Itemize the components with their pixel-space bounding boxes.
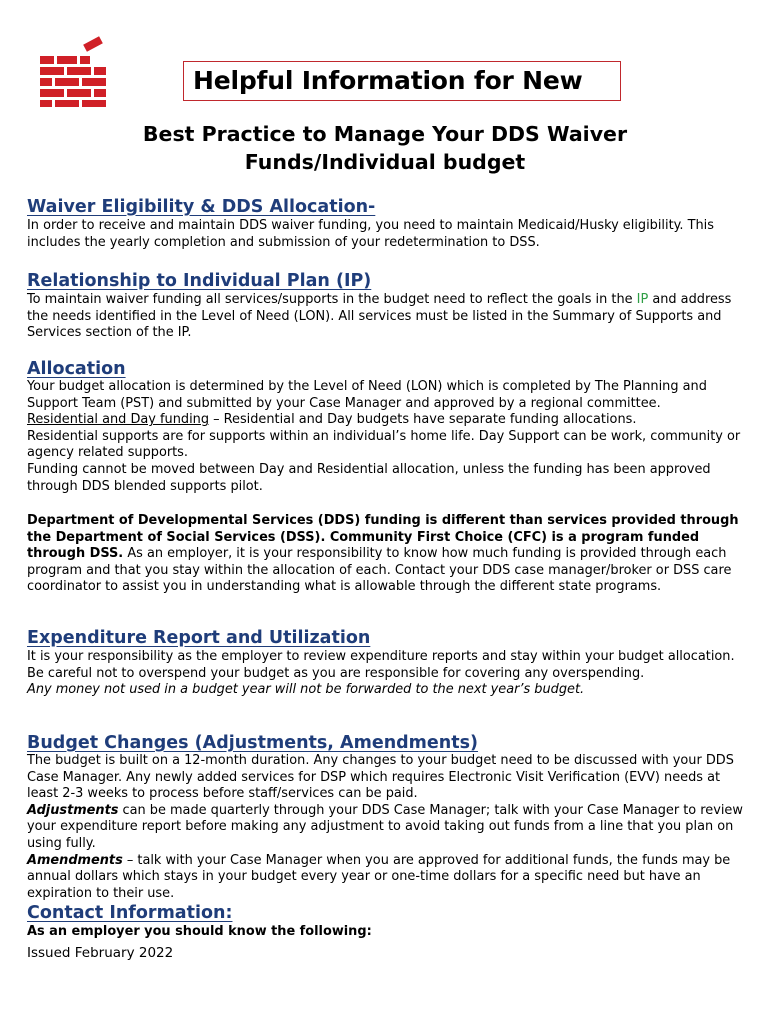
dds-funding-bold: Department of Developmental Services (DDS) funding is different than services provided through the Department of Social Services (DSS). Community First Choice (CFC) is a program funded through DSS. — [27, 513, 739, 562]
relationship-text-b: and address the needs identified in the Level of Need (LON). All services must be listed in the Summary of Supports and Services section of the IP. — [27, 292, 732, 341]
relationship-text — [27, 292, 747, 342]
heading-relationship: Relationship to Individual Plan (IP) — [27, 271, 372, 291]
dds-funding-rest: As an employer, it is your responsibility to know how much funding is provided through each program and that you stay within the allocation of each. Contact your DDS case manager/broker or DSS care coordinator to assist you in understanding what is allowable through the different state programs. — [27, 546, 732, 595]
title-box — [183, 61, 621, 101]
res-day-text: – Residential and Day budgets have separate funding allocations. — [209, 412, 637, 428]
allocation-para: Your budget allocation is determined by the Level of Need (LON) which is completed by The Planning and Support Team (PST) and submitted by your Case Manager and approved by a regional committee. — [27, 379, 707, 411]
adjustments-text: can be made quarterly through your DDS Case Manager; talk with your Case Manager to review your expenditure report before making any adjustment to avoid taking out funds from a line that you plan on using fully. — [27, 802, 743, 851]
expenditure-line-3: Any money not used in a budget year will not be forwarded to the next year’s budget. — [27, 682, 585, 698]
expenditure-line-2: Be careful not to overspend your budget as you are responsible for covering any overspending. — [27, 665, 645, 681]
subtitle-line-2: Funds/Individual budget — [244, 150, 526, 174]
heading-eligibility: Waiver Eligibility & DDS Allocation- — [27, 197, 376, 217]
res-day-line — [27, 412, 747, 429]
heading-expenditure: Expenditure Report and Utilization — [27, 628, 371, 648]
contact-bold-line: As an employer you should know the following: — [27, 924, 372, 939]
amendments-label: Amendments — [27, 852, 123, 868]
expenditure-line-1: It is your responsibility as the employer to review expenditure reports and stay within your budget allocation. — [27, 649, 735, 664]
amendments-para — [27, 853, 747, 903]
expenditure-text — [27, 649, 747, 699]
adjustments-label: Adjustments — [27, 802, 119, 818]
budget-changes-text — [27, 753, 747, 902]
heading-budget-changes: Budget Changes (Adjustments, Amendments) — [27, 733, 479, 753]
amendments-text: – talk with your Case Manager when you are approved for additional funds, the funds may be annual dollars which stays in your budget every year or one-time dollars for a specific need but have an expiration to their use. — [27, 852, 731, 901]
heading-allocation: Allocation — [27, 359, 126, 379]
allocation-text — [27, 379, 747, 495]
issued-date: Issued February 2022 — [27, 945, 174, 961]
dds-funding-text — [27, 513, 747, 596]
page-title: Helpful Information for New — [193, 66, 583, 95]
funding-move-text: Funding cannot be moved between Day and Residential allocation, unless the funding has been approved through DDS blended supports pilot. — [27, 461, 711, 494]
res-day-label: Residential and Day funding — [27, 412, 209, 428]
ip-highlight: IP — [636, 292, 649, 307]
budget-intro: The budget is built on a 12-month duration. Any changes to your budget need to be discussed with your DDS Case Manager. Any newly added services for DSP which requires Electronic Visit Verification (EVV) needs at least 2-3 weeks to process before staff/services can be paid. — [27, 753, 734, 802]
eligibility-text: In order to receive and maintain DDS waiver funding, you need to maintain Medicaid/Husky eligibility. This includes the yearly completion and submission of your redetermination to DSS. — [27, 218, 714, 250]
adjustments-para — [27, 803, 747, 853]
brick-wall-logo — [38, 36, 108, 108]
subtitle-line-1: Best Practice to Manage Your DDS Waiver — [142, 122, 628, 146]
relationship-text-a: To maintain waiver funding all services/supports in the budget need to reflect the goals in the — [27, 292, 637, 307]
residential-text: Residential supports are for supports within an individual’s home life. Day Support can be work, community or agency related supports. — [27, 428, 741, 461]
document-subtitle — [0, 120, 770, 176]
heading-contact: Contact Information: — [27, 903, 233, 923]
